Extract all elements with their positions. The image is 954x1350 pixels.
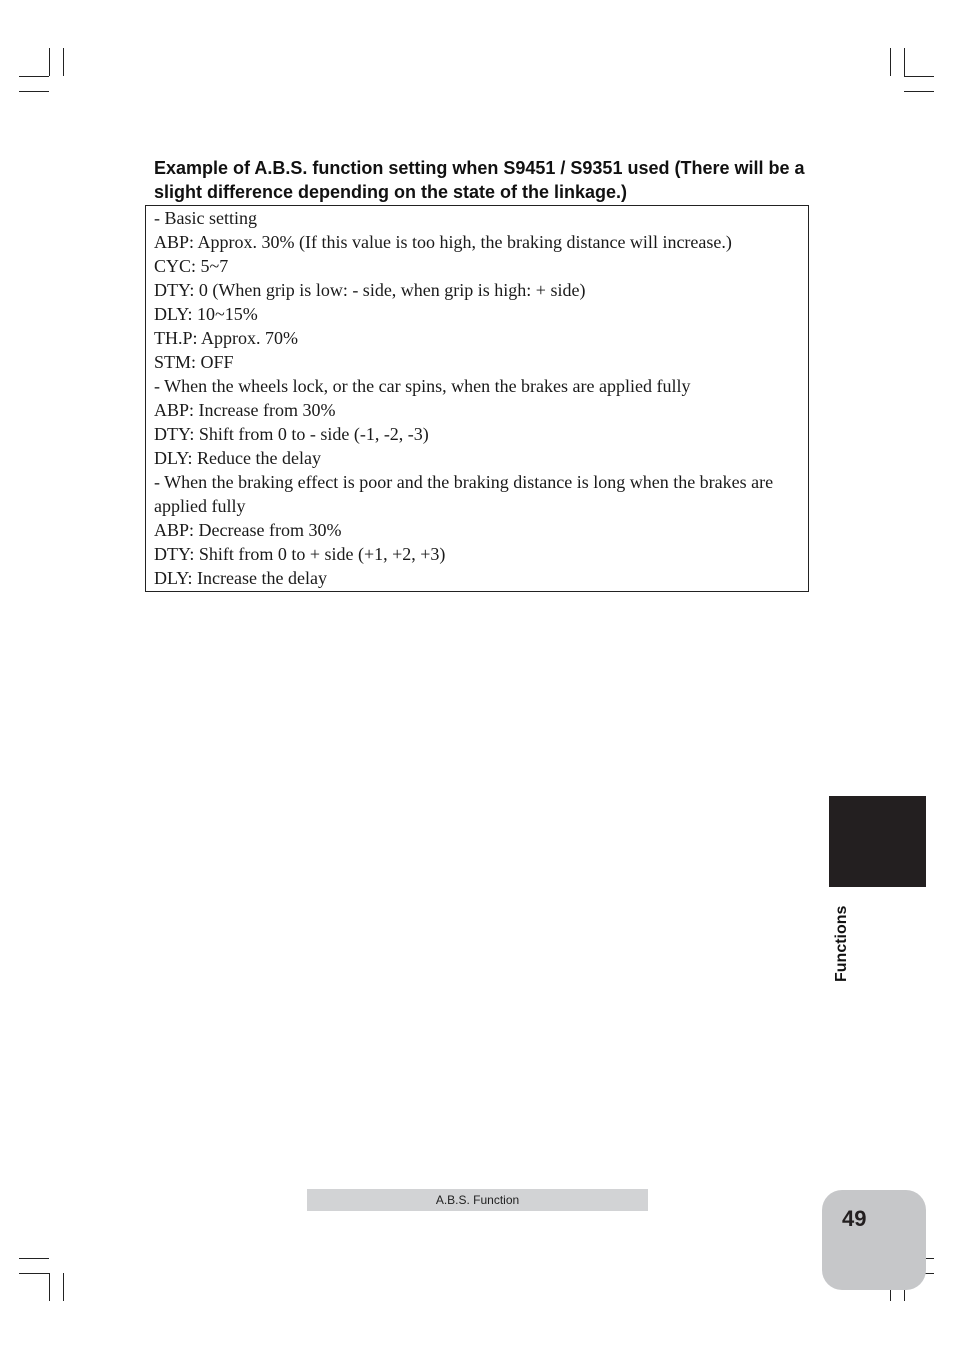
footer-section-title: A.B.S. Function bbox=[307, 1189, 648, 1211]
crop-mark bbox=[19, 76, 49, 77]
page-number: 49 bbox=[842, 1206, 867, 1231]
settings-line: DTY: 0 (When grip is low: - side, when grip is high: + side) bbox=[154, 280, 586, 300]
crop-mark bbox=[890, 48, 891, 76]
crop-mark bbox=[63, 1273, 64, 1301]
settings-line: DLY: 10~15% bbox=[154, 304, 258, 324]
settings-line: DLY: Increase the delay bbox=[154, 568, 327, 588]
settings-line: DLY: Reduce the delay bbox=[154, 448, 321, 468]
chapter-tab bbox=[829, 796, 926, 887]
settings-line: DTY: Shift from 0 to + side (+1, +2, +3) bbox=[154, 544, 446, 564]
settings-line: ABP: Increase from 30% bbox=[154, 400, 336, 420]
crop-mark bbox=[19, 1273, 49, 1274]
settings-line: CYC: 5~7 bbox=[154, 256, 229, 276]
settings-line: ABP: Decrease from 30% bbox=[154, 520, 342, 540]
settings-line: TH.P: Approx. 70% bbox=[154, 328, 298, 348]
settings-line: ABP: Approx. 30% (If this value is too high, the braking distance will increase.) bbox=[154, 232, 732, 252]
crop-mark bbox=[19, 91, 49, 92]
crop-mark bbox=[904, 76, 934, 77]
crop-mark bbox=[19, 1258, 49, 1259]
settings-line: - When the braking effect is poor and the braking distance is long when the brakes are applied fully bbox=[154, 472, 774, 516]
settings-list bbox=[154, 206, 804, 590]
settings-line: STM: OFF bbox=[154, 352, 234, 372]
settings-line: - When the wheels lock, or the car spins, when the brakes are applied fully bbox=[154, 376, 691, 396]
chapter-label: Functions bbox=[833, 905, 850, 982]
crop-mark bbox=[904, 48, 905, 76]
crop-mark bbox=[49, 48, 50, 76]
crop-mark bbox=[49, 1273, 50, 1301]
crop-mark bbox=[63, 48, 64, 76]
section-heading: Example of A.B.S. function setting when S9451 / S9351 used (There will be a slight difference depending on the state of the linkage.) bbox=[154, 158, 805, 202]
page-number-tab bbox=[822, 1190, 926, 1290]
settings-line: - Basic setting bbox=[154, 208, 257, 228]
crop-mark bbox=[904, 91, 934, 92]
settings-box bbox=[145, 205, 809, 592]
settings-line: DTY: Shift from 0 to - side (-1, -2, -3) bbox=[154, 424, 429, 444]
